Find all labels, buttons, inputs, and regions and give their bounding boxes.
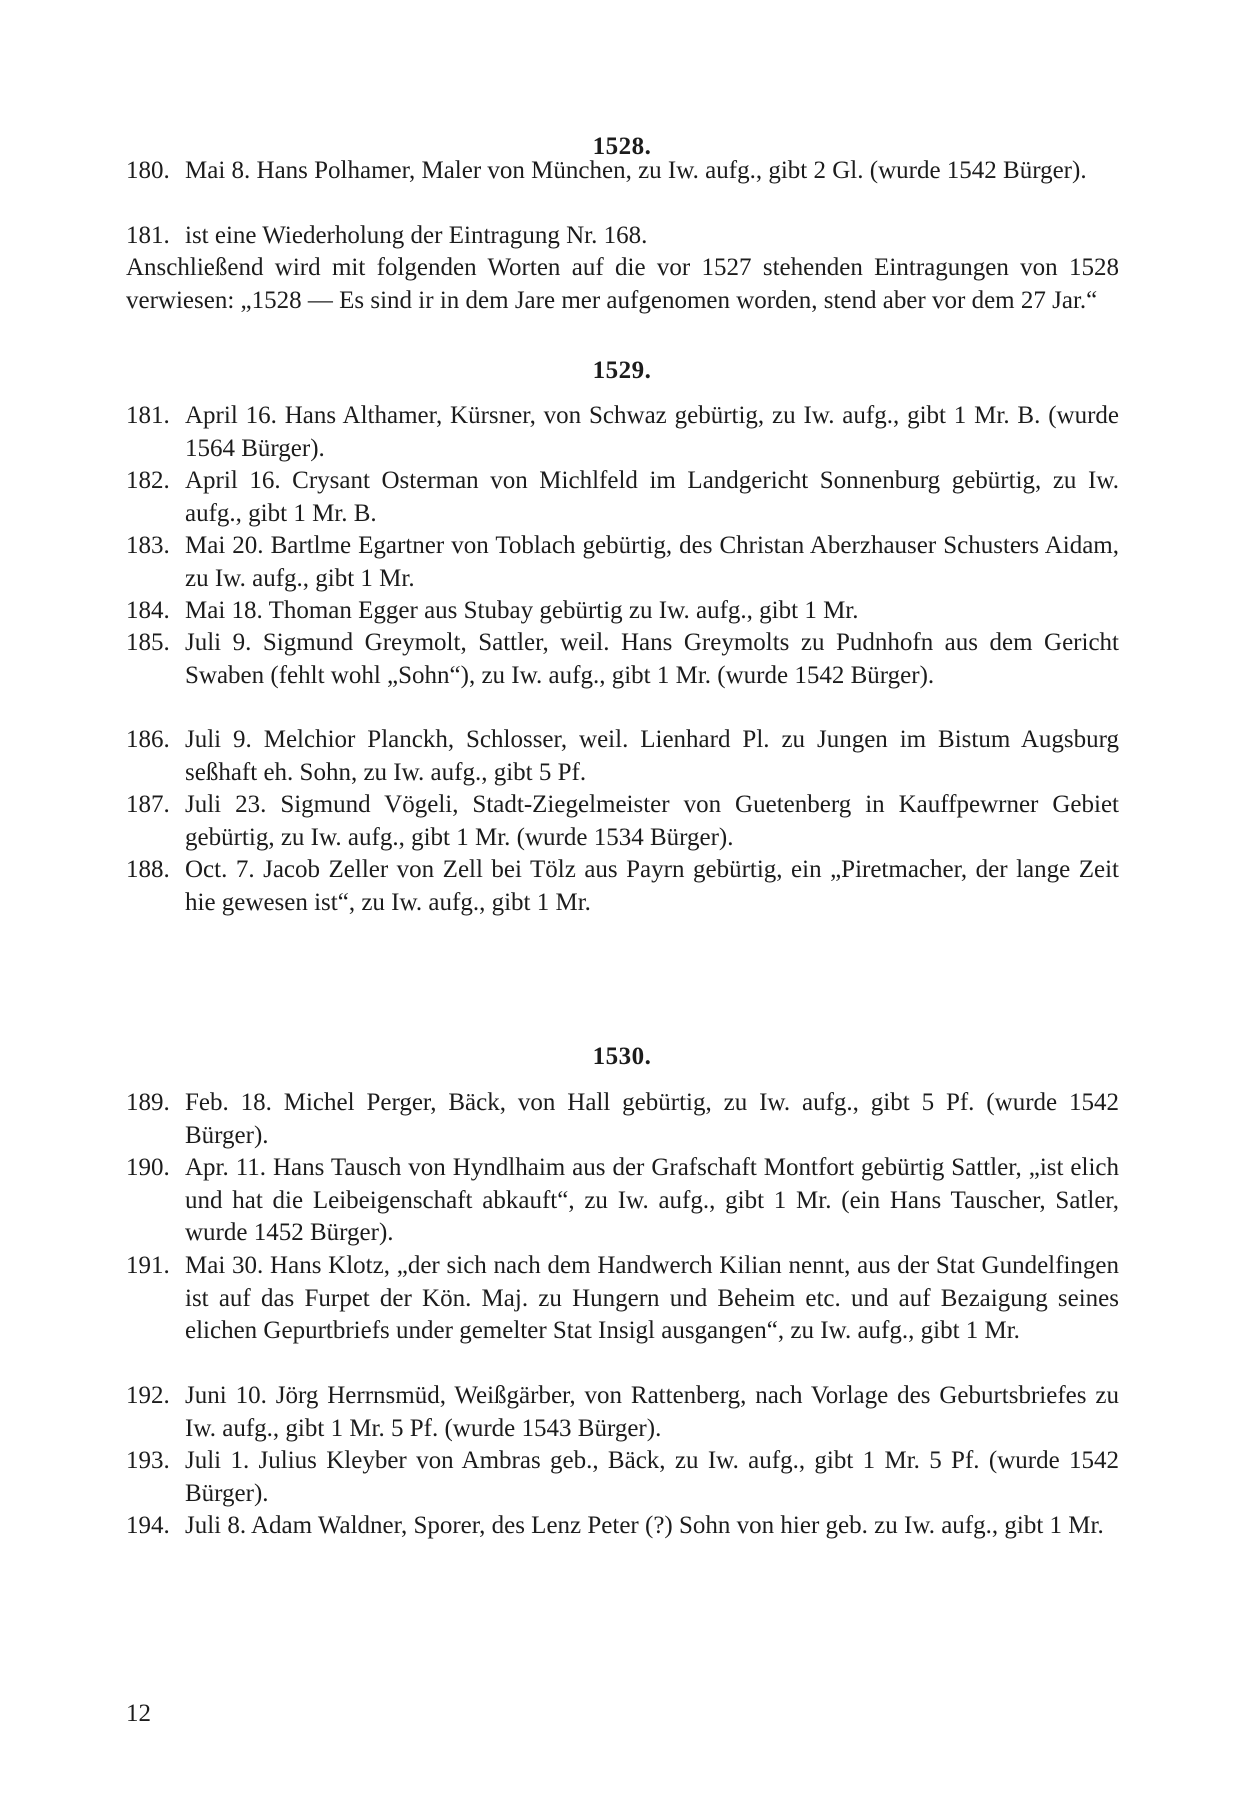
entry-number: 190. [126, 1154, 170, 1181]
cross-reference-note: Anschließend wird mit folgenden Worten auf die vor 1527 stehenden Eintragungen von 1528 verwiesen: „1528 — Es sind ir in dem Jare mer aufgenomen worden, stend aber vor dem 27 Jar.“ [126, 254, 1119, 314]
entry-number: 181. [126, 402, 170, 429]
entry-text: Mai 8. Hans Polhamer, Maler von München, zu Iw. aufg., gibt 2 Gl. (wurde 1542 Bürger). [185, 157, 1087, 184]
entry-text: Juli 9. Sigmund Greymolt, Sattler, weil. Hans Greymolts zu Pudnhofn aus dem Gericht Swaben (fehlt wohl „Sohn“), zu Iw. aufg., gibt 1 Mr. (wurde 1542 Bürger). [185, 629, 1119, 689]
entry-182 [126, 465, 1119, 530]
entry-191 [126, 1250, 1119, 1348]
entry-number: 194. [126, 1512, 170, 1539]
entry-text: Juli 1. Julius Kleyber von Ambras geb., Bäck, zu Iw. aufg., gibt 1 Mr. 5 Pf. (wurde 1542 Bürger). [185, 1447, 1119, 1507]
entry-number: 189. [126, 1089, 170, 1116]
entry-text: Mai 30. Hans Klotz, „der sich nach dem Handwerch Kilian nennt, aus der Stat Gundelfingen ist auf das Furpet der Kön. Maj. zu Hungern und Beheim etc. und auf Bezaigung seines elichen Gepurtbriefs under gemelter Stat Insigl ausgangen“, zu Iw. aufg., gibt 1 Mr. [185, 1252, 1119, 1344]
year-heading-1528: 1528. [592, 133, 652, 160]
entry-text: Juli 8. Adam Waldner, Sporer, des Lenz Peter (?) Sohn von hier geb. zu Iw. aufg., gibt 1 Mr. [185, 1512, 1104, 1539]
entry-text: Mai 18. Thoman Egger aus Stubay gebürtig zu Iw. aufg., gibt 1 Mr. [185, 597, 859, 624]
entry-194 [126, 1510, 1119, 1543]
entry-188 [126, 854, 1119, 919]
entry-text: ist eine Wiederholung der Eintragung Nr. 168. [185, 222, 648, 249]
entry-text: Juni 10. Jörg Herrnsmüd, Weißgärber, von Rattenberg, nach Vorlage des Geburtsbriefes zu Iw. aufg., gibt 1 Mr. 5 Pf. (wurde 1543 Bürger). [185, 1382, 1119, 1442]
entry-text: Apr. 11. Hans Tausch von Hyndlhaim aus der Grafschaft Montfort gebürtig Sattler, „ist elich und hat die Leibeigenschaft abkauft“, zu Iw. aufg., gibt 1 Mr. (ein Hans Tauscher, Satler, wurde 1452 Bürger). [185, 1154, 1119, 1246]
entry-184 [126, 595, 1119, 628]
entry-number: 188. [126, 856, 170, 883]
entry-number: 187. [126, 791, 170, 818]
entry-number: 181. [126, 222, 170, 249]
entry-186 [126, 724, 1119, 789]
entry-number: 186. [126, 726, 170, 753]
entry-number: 182. [126, 467, 170, 494]
entry-183 [126, 530, 1119, 595]
entry-number: 184. [126, 597, 170, 624]
entry-number: 185. [126, 629, 170, 656]
entry-number: 192. [126, 1382, 170, 1409]
entry-text: Oct. 7. Jacob Zeller von Zell bei Tölz aus Payrn gebürtig, ein „Piretmacher, der lange Zeit hie gewesen ist“, zu Iw. aufg., gibt 1 Mr. [185, 856, 1119, 916]
entry-187 [126, 789, 1119, 854]
entry-185 [126, 627, 1119, 692]
entry-text: Juli 23. Sigmund Vögeli, Stadt-Ziegelmeister von Guetenberg in Kauffpewrner Gebiet gebürtig, zu Iw. aufg., gibt 1 Mr. (wurde 1534 Bürger). [185, 791, 1119, 851]
entry-189 [126, 1087, 1119, 1152]
entry-text: Feb. 18. Michel Perger, Bäck, von Hall gebürtig, zu Iw. aufg., gibt 5 Pf. (wurde 1542 Bürger). [185, 1089, 1119, 1149]
year-heading-1530: 1530. [592, 1043, 652, 1070]
entry-193 [126, 1445, 1119, 1510]
entry-text: Mai 20. Bartlme Egartner von Toblach gebürtig, des Christan Aberzhauser Schusters Aidam, zu Iw. aufg., gibt 1 Mr. [185, 532, 1119, 592]
entry-text: Juli 9. Melchior Planckh, Schlosser, weil. Lienhard Pl. zu Jungen im Bistum Augsburg seßhaft eh. Sohn, zu Iw. aufg., gibt 5 Pf. [185, 726, 1119, 786]
entry-number: 183. [126, 532, 170, 559]
year-heading-1529: 1529. [592, 357, 652, 384]
entry-192 [126, 1380, 1119, 1445]
entry-text: April 16. Hans Althamer, Kürsner, von Schwaz gebürtig, zu Iw. aufg., gibt 1 Mr. B. (wurde 1564 Bürger). [185, 402, 1119, 462]
entry-181-a [126, 220, 1119, 253]
entry-number: 193. [126, 1447, 170, 1474]
entry-180 [126, 155, 1119, 188]
entry-number: 180. [126, 157, 170, 184]
entry-181-b [126, 400, 1119, 465]
entry-number: 191. [126, 1252, 170, 1279]
page-number: 12 [126, 1700, 151, 1727]
entry-text: April 16. Crysant Osterman von Michlfeld im Landgericht Sonnenburg gebürtig, zu Iw. aufg., gibt 1 Mr. B. [185, 467, 1119, 527]
entry-190 [126, 1152, 1119, 1250]
